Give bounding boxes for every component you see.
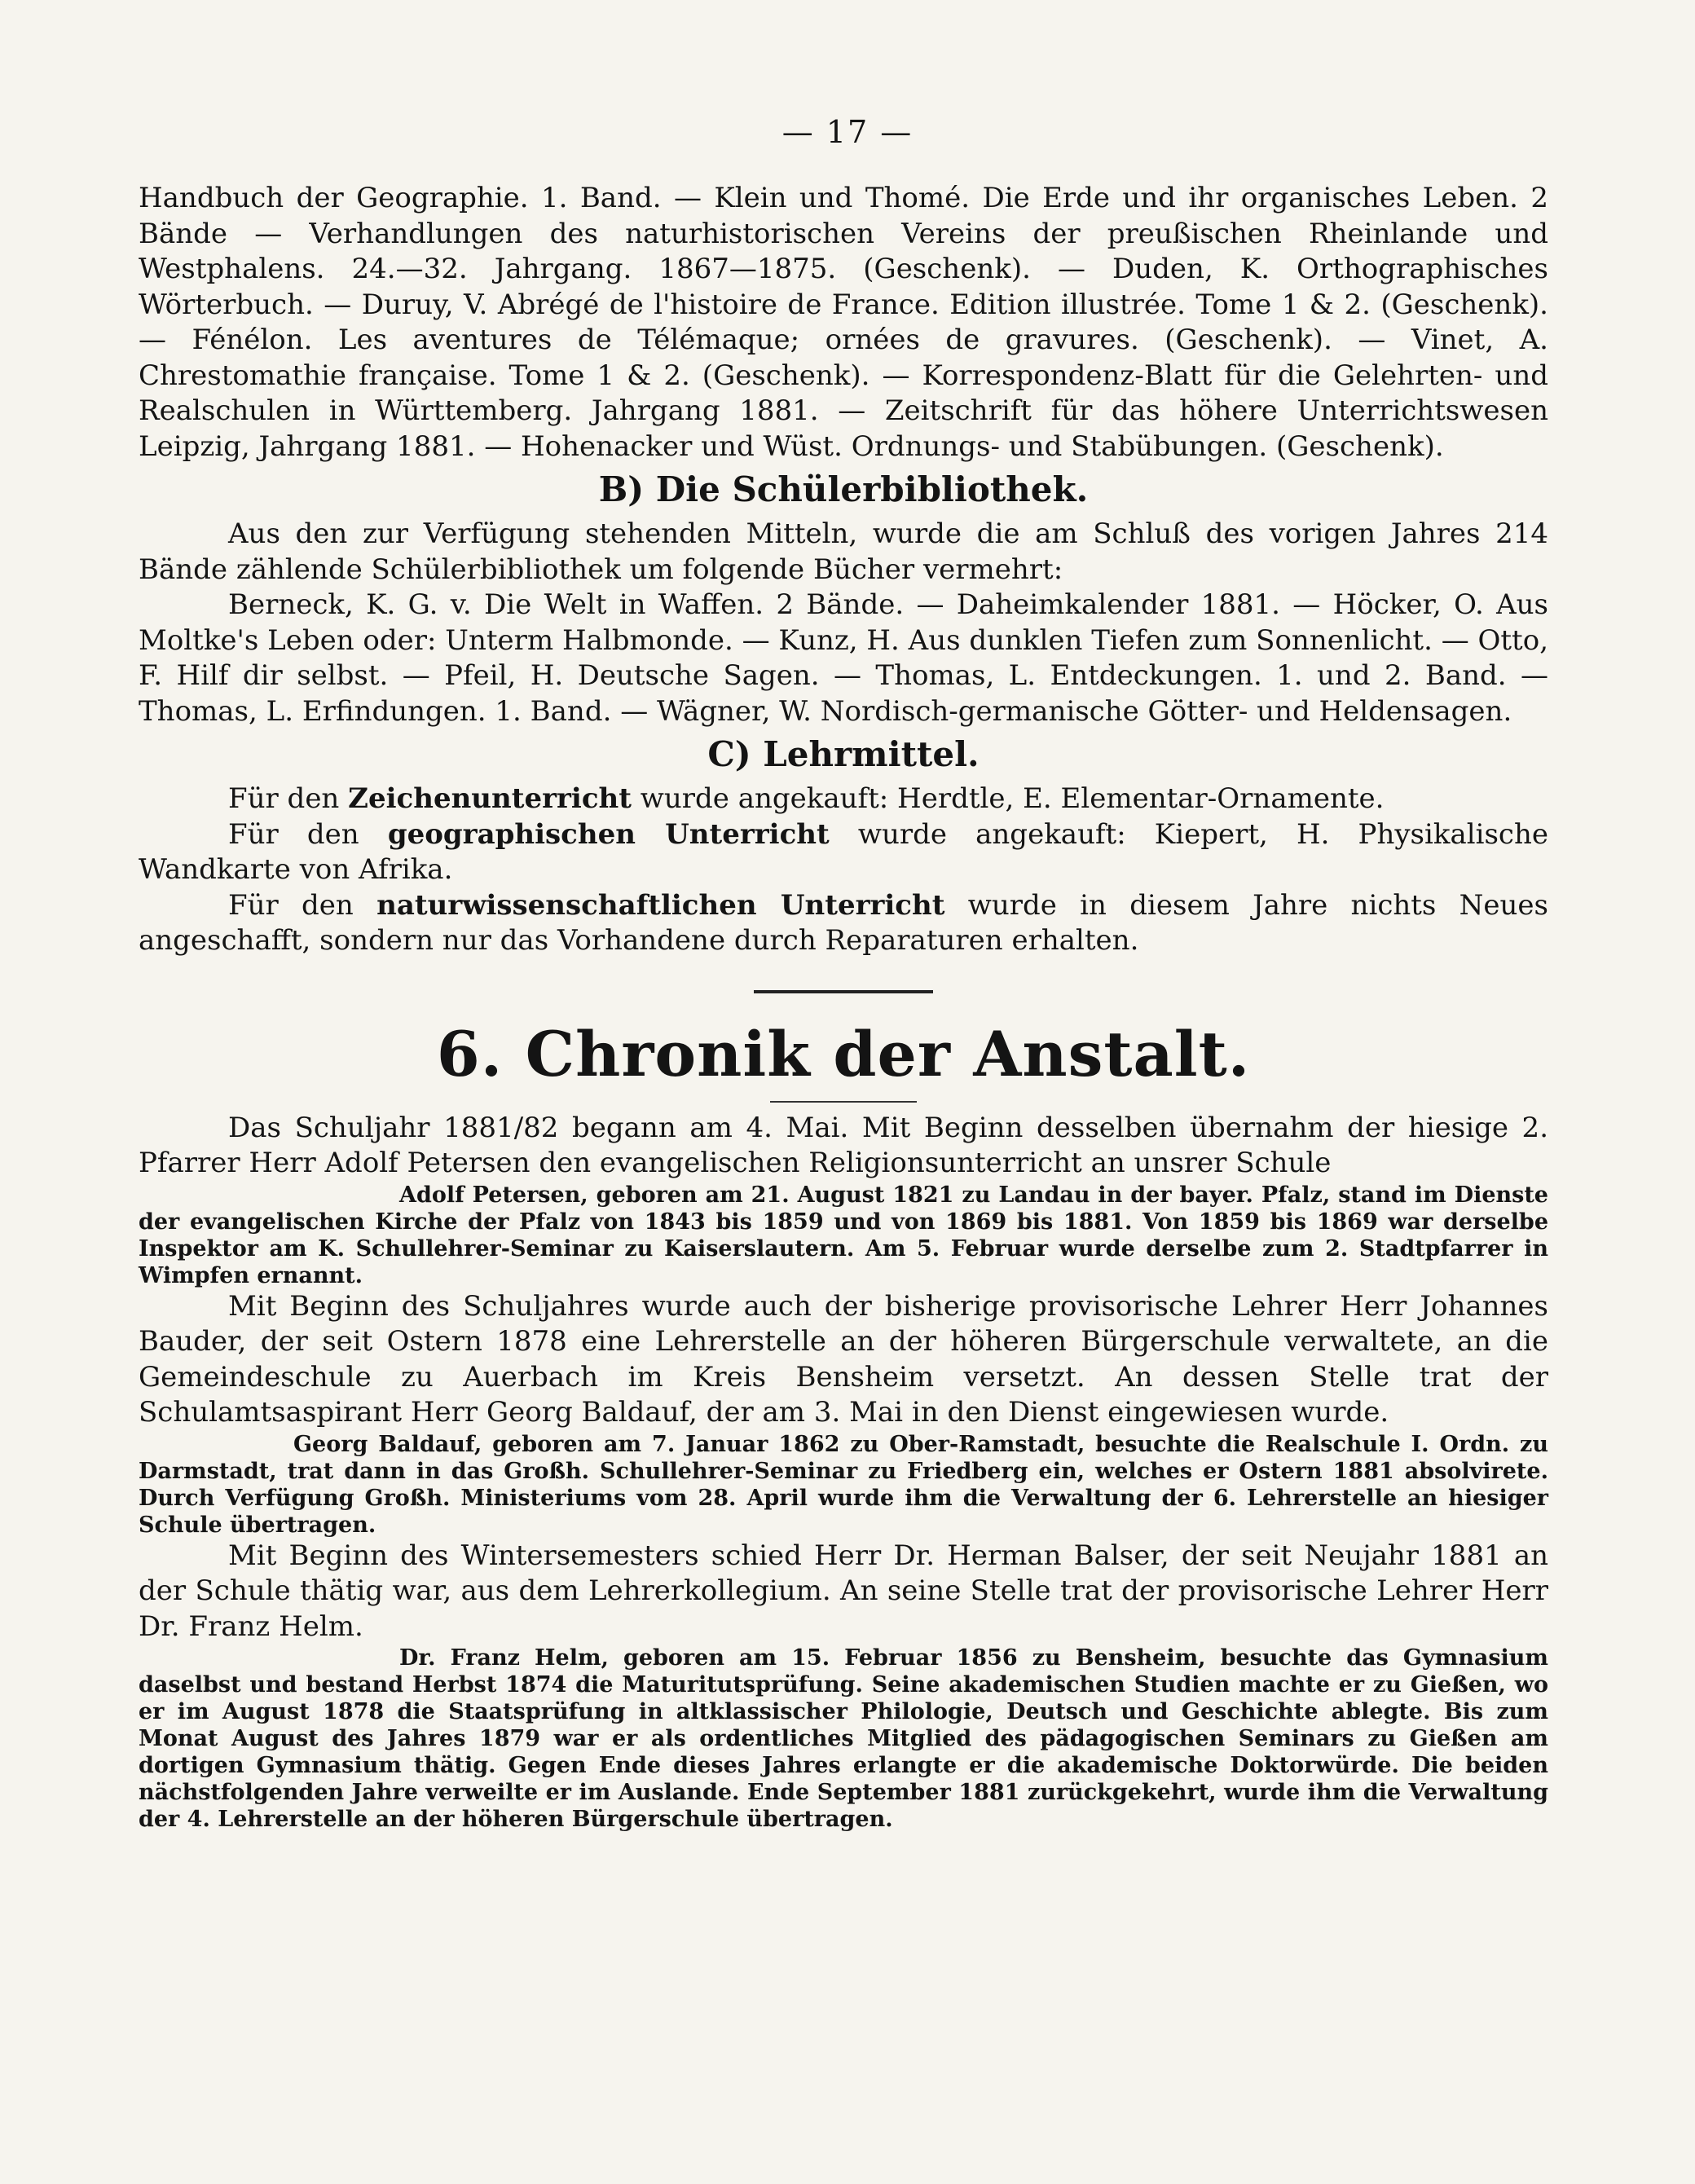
section-c-geographie: Für den geographischen Unterricht wurde angekauft: Kiepert, H. Physikalische Wandkarte von Afrika. [139,817,1548,886]
chronik-note-helm: Dr. Franz Helm, geboren am 15. Februar 1856 zu Bensheim, besuchte das Gymnasium daselbst und bestand Herbst 1874 die Maturitutsprüfung. Seine akademischen Studien machte er zu Gießen, wo er im August 1878 die Staatsprüfung in altklassischer Philologie, Deutsch und Geschichte ablegte. Bis zum Monat August des Jahres 1879 war er als ordentliches Mitglied des pädagogischen Seminars zu Gießen am dortigen Gymnasium thätig. Gegen Ende dieses Jahres erlangte er die akademische Doktorwürde. Die beiden nächstfolgenden Jahre verweilte er im Auslande. Ende September 1881 zurückgekehrt, wurde ihm die Verwaltung der 4. Lehrerstelle an der höheren Bürgerschule übertragen. [139,1645,1548,1832]
chronik-paragraph-3: Mit Beginn des Wintersemesters schied Herr Dr. Herman Balser, der seit Neujahr 1881 an der Schule thätig war, aus dem Lehrerkollegium. An seine Stelle trat der provisorische Lehrer Herr Dr. Franz Helm. [139,1539,1548,1643]
section-divider [754,990,933,993]
chapter-rule [770,1101,917,1103]
section-b-heading: B) Die Schülerbibliothek. [598,469,1089,509]
chapter-heading: 6. Chronik der Anstalt. [436,1017,1251,1090]
chronik-paragraph-1: Das Schuljahr 1881/82 begann am 4. Mai. Mit Beginn desselben übernahm der hiesige 2. Pfarrer Herr Adolf Petersen den evangelischen Religionsunterricht an unsrer Schule [139,1111,1548,1179]
section-c-heading: C) Lehrmittel. [707,734,980,774]
section-b-paragraph-1: Aus den zur Verfügung stehenden Mitteln, wurde die am Schluß des vorigen Jahres 214 Bände zählende Schülerbibliothek um folgende Bücher vermehrt: [139,517,1548,586]
intro-paragraph: Handbuch der Geographie. 1. Band. — Klein und Thomé. Die Erde und ihr organisches Leben. 2 Bände — Verhandlungen des naturhistorischen Vereins der preußischen Rheinlande und Westphalens. 24.—32. Jahrgang. 1867—1875. (Geschenk). — Duden, K. Orthographisches Wörterbuch. — Duruy, V. Abrégé de l'histoire de France. Edition illustrée. Tome 1 & 2. (Geschenk). — Fénélon. Les aventures de Télémaque; ornées de gravures. (Geschenk). — Vinet, A. Chrestomathie française. Tome 1 & 2. (Geschenk). — Korrespondenz-Blatt für die Gelehrten- und Realschulen in Württemberg. Jahrgang 1881. — Zeitschrift für das höhere Unterrichtswesen Leipzig, Jahrgang 1881. — Hohenacker und Wüst. Ordnungs- und Stabübungen. (Geschenk). [139,182,1548,463]
section-c-zeichen: Für den Zeichenunterricht wurde angekauft: Herdtle, E. Elementar-Ornamente. [228,782,1385,815]
section-b-paragraph-2: Berneck, K. G. v. Die Welt in Waffen. 2 Bände. — Daheimkalender 1881. — Höcker, O. Aus Moltke's Leben oder: Unterm Halbmonde. — Kunz, H. Aus dunklen Tiefen zum Sonnenlicht. — Otto, F. Hilf dir selbst. — Pfeil, H. Deutsche Sagen. — Thomas, L. Entdeckungen. 1. und 2. Band. — Thomas, L. Erfindungen. 1. Band. — Wägner, W. Nordisch-germanische Götter- und Heldensagen. [139,588,1548,728]
chronik-note-baldauf: Georg Baldauf, geboren am 7. Januar 1862 zu Ober-Ramstadt, besuchte die Realschule I. Ordn. zu Darmstadt, trat dann in das Großh. Schullehrer-Seminar zu Friedberg ein, welches er Ostern 1881 absolvirete. Durch Verfügung Großh. Ministeriums vom 28. April wurde ihm die Verwaltung der 6. Lehrerstelle an hiesiger Schule übertragen. [139,1431,1548,1538]
section-c-naturwissenschaft: Für den naturwissenschaftlichen Unterricht wurde in diesem Jahre nichts Neues angeschafft, sondern nur das Vorhandene durch Reparaturen erhalten. [139,888,1548,957]
page-number: — 17 — [781,114,914,150]
chronik-note-petersen: Adolf Petersen, geboren am 21. August 1821 zu Landau in der bayer. Pfalz, stand im Dienste der evangelischen Kirche der Pfalz von 1843 bis 1859 und von 1869 bis 1881. Von 1859 bis 1869 war derselbe Inspektor am K. Schullehrer-Seminar zu Kaiserslautern. Am 5. Februar wurde derselbe zum 2. Stadtpfarrer in Wimpfen ernannt. [139,1182,1548,1288]
page-content [139,181,1548,1833]
chronik-paragraph-2: Mit Beginn des Schuljahres wurde auch der bisherige provisorische Lehrer Herr Johannes Bauder, der seit Ostern 1878 eine Lehrerstelle an der höheren Bürgerschule verwaltete, an die Gemeindeschule zu Auerbach im Kreis Bensheim versetzt. An dessen Stelle trat der Schulamtsaspirant Herr Georg Baldauf, der am 3. Mai in den Dienst eingewiesen wurde. [139,1289,1548,1429]
